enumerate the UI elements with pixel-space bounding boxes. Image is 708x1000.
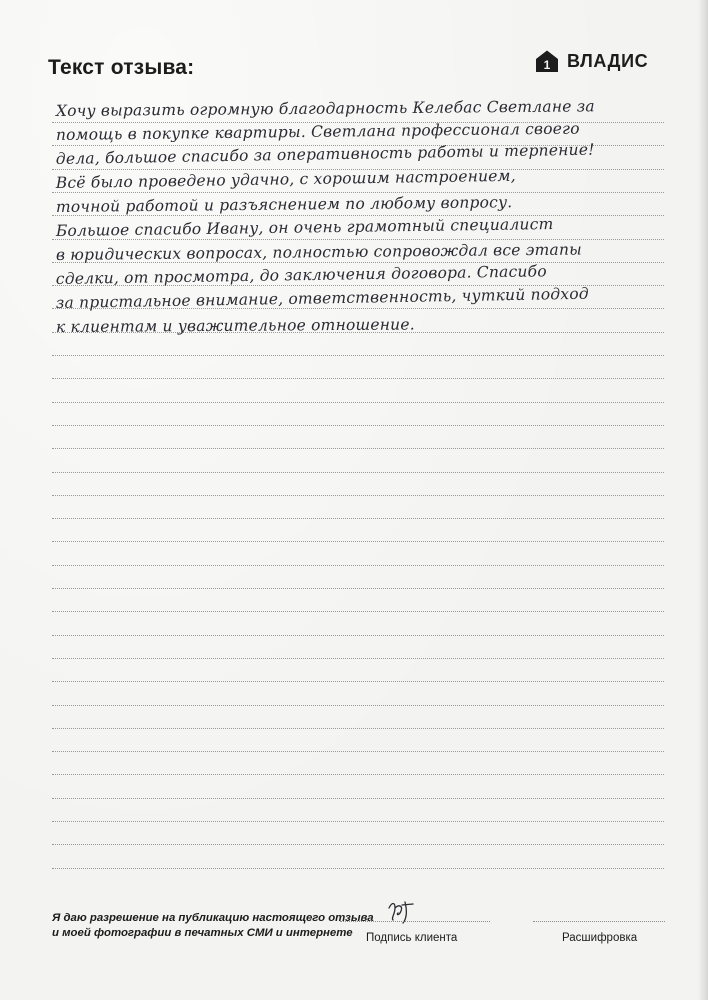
ruled-line xyxy=(52,425,664,426)
ruled-line xyxy=(52,774,664,775)
ruled-line xyxy=(52,192,664,193)
ruled-line xyxy=(52,448,664,449)
consent-line: Я даю разрешение на публикацию настоящего отзыва xyxy=(52,912,374,924)
review-line: за пристальное внимание, ответственность, чуткий подход xyxy=(55,284,589,312)
review-line: Большое спасибо Ивану, он очень грамотный специалист xyxy=(55,215,554,240)
ruled-line xyxy=(52,868,664,869)
consent-statement xyxy=(52,911,374,941)
ruled-line xyxy=(52,728,664,729)
page-title: Текст отзыва: xyxy=(48,56,195,79)
brand-mark-digit: 1 xyxy=(543,58,551,72)
decoding-label: Расшифровка xyxy=(562,932,638,944)
consent-line: и моей фотографии в печатных СМИ и интернете xyxy=(52,927,353,939)
ruled-line xyxy=(52,495,664,496)
ruled-line xyxy=(52,215,664,216)
signature-label: Подпись клиента xyxy=(366,932,458,944)
review-line: дела, большое спасибо за оперативность работы и терпение! xyxy=(55,140,595,168)
review-line: точной работой и разъяснением по любому вопросу. xyxy=(55,193,513,216)
ruled-line xyxy=(52,611,664,612)
review-line: помощь в покупке квартиры. Светлана профессионал своего xyxy=(55,119,580,144)
ruled-line xyxy=(52,565,664,566)
ruled-line xyxy=(52,541,664,542)
decoding-line xyxy=(533,921,665,922)
ruled-line xyxy=(52,798,664,799)
ruled-line xyxy=(52,355,664,356)
review-line: Хочу выразить огромную благодарность Келебас Светлане за xyxy=(55,97,595,120)
review-line: к клиентам и уважительное отношение. xyxy=(55,315,415,336)
ruled-line xyxy=(52,472,664,473)
ruled-line xyxy=(52,635,664,636)
ruled-line xyxy=(52,588,664,589)
ruled-line xyxy=(52,844,664,845)
ruled-line xyxy=(52,705,664,706)
scan-edge-shadow xyxy=(698,0,708,1000)
review-line: Всё было проведено удачно, с хорошим настроением, xyxy=(55,166,516,192)
ruled-line xyxy=(52,658,664,659)
review-line: сделки, от просмотра, до заключения договора. Спасибо xyxy=(55,262,547,288)
signature-line xyxy=(340,921,490,922)
ruled-line xyxy=(52,518,664,519)
brand-name: ВЛАДИС xyxy=(567,50,649,71)
review-line: в юридических вопросах, полностью сопровождал все этапы xyxy=(55,240,583,264)
ruled-line xyxy=(52,378,664,379)
ruled-line xyxy=(52,751,664,752)
ruled-line xyxy=(52,821,664,822)
ruled-line xyxy=(52,402,664,403)
ruled-line xyxy=(52,681,664,682)
